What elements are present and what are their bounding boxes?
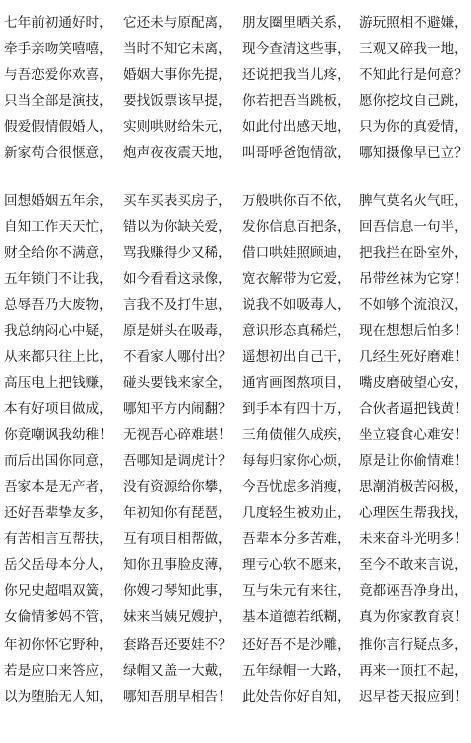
poem-phrase: 几经生死好磨难！: [359, 349, 468, 365]
poem-phrase: 错以为你缺关爱，: [123, 219, 232, 235]
poem-phrase: 几度轻生被劝止，: [242, 505, 351, 521]
poem-line: [0, 344, 471, 370]
poem-phrase: 到手本有四十万，: [242, 401, 351, 417]
poem-phrase: 推你言行疑点多，: [359, 637, 468, 653]
poem-phrase: 还好吾不是沙雕，: [242, 637, 351, 653]
poem-line: [0, 318, 471, 344]
poem-phrase: 哪知平方内闹翻？: [123, 401, 232, 417]
poem-phrase: 如今看看这录像，: [123, 271, 232, 287]
poem-line: [0, 240, 471, 266]
poem-phrase: 骂我赚得少又稀，: [123, 245, 232, 261]
poem-line: [0, 552, 471, 578]
poem-phrase: 万般哄你百不依，: [242, 193, 351, 209]
poem-phrase: 三观又碎我一地，: [359, 41, 468, 57]
poem-phrase: 哪知摄像早已立？: [359, 145, 468, 161]
poem-line: [0, 140, 471, 166]
poem-phrase: 实则哄财给朱元，: [123, 119, 232, 135]
poem-phrase: 妹来当姨兄嫂护，: [123, 609, 232, 625]
poem-phrase: 把我拦在卧室外，: [359, 245, 468, 261]
poem-phrase: 互有项目相帮做，: [123, 531, 232, 547]
poem-phrase: 只为你的真爱情，: [359, 119, 468, 135]
poem-phrase: 你竟嘲讽我幼稚！: [4, 427, 113, 443]
poem-phrase: 原是让你偷情难！: [359, 453, 468, 469]
poem-phrase: 借口哄娃照顾迪，: [242, 245, 351, 261]
poem-phrase: 吊带丝袜为它穿！: [359, 271, 468, 287]
poem-phrase: 朋友圈里晒关系，: [242, 15, 351, 31]
poem-phrase: 宽衣解带为它爱，: [242, 271, 351, 287]
poem-phrase: 无视吾心碎难堪！: [123, 427, 232, 443]
poem-phrase: 七年前初通好时，: [4, 15, 113, 31]
poem-phrase: 坐立寝食心难安！: [359, 427, 468, 443]
poem-line: [0, 474, 471, 500]
poem-line: [0, 500, 471, 526]
poem-phrase: 只当全部是演技，: [4, 93, 113, 109]
poem-phrase: 迟早苍天报应到！: [359, 689, 468, 705]
poem-line: [0, 114, 471, 140]
poem-phrase: 本有好项目做成，: [4, 401, 113, 417]
poem-phrase: 当时不知它未离，: [123, 41, 232, 57]
poem-phrase: 三角债催久成疾，: [242, 427, 351, 443]
poem-line: [0, 578, 471, 604]
poem-phrase: 哪知吾朋早相告！: [123, 689, 232, 705]
poem-phrase: 牵手亲吻笑嘻嘻，: [4, 41, 113, 57]
poem-line: [0, 422, 471, 448]
poem-phrase: 从来都只往上比，: [4, 349, 113, 365]
poem-phrase: 还好吾辈挚友多，: [4, 505, 113, 521]
poem-phrase: 现在想想后怕多！: [359, 323, 468, 339]
poem-line: [0, 604, 471, 630]
poem-line: [0, 684, 471, 710]
poem-phrase: 遥想初出自己干，: [242, 349, 351, 365]
poem-phrase: 五年绿帽一大路，: [242, 663, 351, 679]
poem-phrase: 互与朱元有来往，: [242, 583, 351, 599]
poem-phrase: 假爱假情假婚人，: [4, 119, 113, 135]
poem-phrase: 与吾恋爱你欢喜，: [4, 67, 113, 83]
poem-phrase: 吾家本是无产者，: [4, 479, 113, 495]
poem-phrase: 年初知你有琵琶，: [123, 505, 232, 521]
poem-phrase: 心理医生帮我找，: [359, 505, 468, 521]
poem-phrase: 不知此行是何意？: [359, 67, 468, 83]
poem-phrase: 真为你家教育哀！: [359, 609, 468, 625]
poem-line: [0, 396, 471, 422]
poem-line: [0, 632, 471, 658]
poem-line: [0, 36, 471, 62]
poem-phrase: 我总纳闷心中疑，: [4, 323, 113, 339]
poem-phrase: 思潮消极苦闷极，: [359, 479, 468, 495]
poem-phrase: 理亏心软不愿来，: [242, 557, 351, 573]
poem-phrase: 你兄史超唱双簧，: [4, 583, 113, 599]
poem-phrase: 基本道德若纸糊，: [242, 609, 351, 625]
poem-line: [0, 370, 471, 396]
poem-phrase: 绿帽又盖一大戴，: [123, 663, 232, 679]
poem-phrase: 高压电上把钱赚，: [4, 375, 113, 391]
poem-line: [0, 292, 471, 318]
poem-phrase: 吾辈本分多苦难，: [242, 531, 351, 547]
poem-phrase: 竟都诬吾净身出，: [359, 583, 468, 599]
poem-phrase: 自知工作天天忙，: [4, 219, 113, 235]
poem-phrase: 不看家人哪付出？: [123, 349, 232, 365]
poem-line: [0, 10, 471, 36]
poem-phrase: 炮声夜夜震天地，: [123, 145, 232, 161]
poem-phrase: 回想婚姻五年余，: [4, 193, 113, 209]
poem-phrase: 知你丑事脸皮薄，: [123, 557, 232, 573]
poem-phrase: 岳父岳母本分人，: [4, 557, 113, 573]
poem-phrase: 嘴皮磨破望心安，: [359, 375, 468, 391]
poem-line: [0, 658, 471, 684]
poem-line: [0, 188, 471, 214]
poem-phrase: 游玩照相不避嫌，: [359, 15, 468, 31]
poem-phrase: 若是应口来答应，: [4, 663, 113, 679]
poem-phrase: 再来一顶扛不起，: [359, 663, 468, 679]
poem-phrase: 总辱吾乃大废物，: [4, 297, 113, 313]
poem-phrase: 碰头要钱来家全，: [123, 375, 232, 391]
poem-phrase: 叫哥呼爸饱情欲，: [242, 145, 351, 161]
poem-phrase: 五年锁门不让我，: [4, 271, 113, 287]
poem-phrase: 没有资源给你攀，: [123, 479, 232, 495]
poem-phrase: 如此付出感天地，: [242, 119, 351, 135]
poem-line: [0, 526, 471, 552]
poem-phrase: 新家苟合很惬意，: [4, 145, 113, 161]
poem-phrase: 有苦相言互帮扶，: [4, 531, 113, 547]
poem-phrase: 还说把我当儿疼，: [242, 67, 351, 83]
poem-phrase: 你若把吾当跳板，: [242, 93, 351, 109]
poem-phrase: 吾哪知是调虎计？: [123, 453, 232, 469]
poem-line: [0, 266, 471, 292]
poem-phrase: 年初你怀它野种，: [4, 637, 113, 653]
poem-phrase: 买车买表买房子，: [123, 193, 232, 209]
poem-phrase: 今吾忧虑多消瘦，: [242, 479, 351, 495]
poem-phrase: 说我不如吸毒人，: [242, 297, 351, 313]
poem-phrase: 婚姻大事你先提，: [123, 67, 232, 83]
poem-phrase: 以为堕胎无人知，: [4, 689, 113, 705]
poem-phrase: 原是姘头在吸毒，: [123, 323, 232, 339]
poem-phrase: 脾气莫名火气旺，: [359, 193, 468, 209]
poem-phrase: 财全给你不满意，: [4, 245, 113, 261]
poem-line: [0, 448, 471, 474]
poem-phrase: 通宵画图熬项目，: [242, 375, 351, 391]
poem-line: [0, 88, 471, 114]
poem-phrase: 发你信息百把条，: [242, 219, 351, 235]
poem-phrase: 它还未与原配离，: [123, 15, 232, 31]
poem-line: [0, 62, 471, 88]
poem-phrase: 愿你挖坟自己跳，: [359, 93, 468, 109]
poem-phrase: 要找饭票该早提，: [123, 93, 232, 109]
poem-phrase: 至今不敢来言说，: [359, 557, 468, 573]
poem-phrase: 现今查清这些事，: [242, 41, 351, 57]
poem-phrase: 未来奋斗光明多！: [359, 531, 468, 547]
poem-phrase: 女倫情爹妈不管，: [4, 609, 113, 625]
poem-phrase: 言我不及打牛崽，: [123, 297, 232, 313]
poem-phrase: 回吾信息一句半，: [359, 219, 468, 235]
poem-phrase: 合伙者逼把钱黄！: [359, 401, 468, 417]
poem-phrase: 意识形态真稀烂，: [242, 323, 351, 339]
poem-phrase: 不如够个流浪汉，: [359, 297, 468, 313]
poem-phrase: 此处告你好自知，: [242, 689, 351, 705]
poem-phrase: 而后出国你同意，: [4, 453, 113, 469]
poem-line: [0, 214, 471, 240]
poem-phrase: 每每归家你心烦，: [242, 453, 351, 469]
poem-phrase: 你嫂刁琴知此事，: [123, 583, 232, 599]
poem-phrase: 套路吾还要娃不？: [123, 637, 232, 653]
